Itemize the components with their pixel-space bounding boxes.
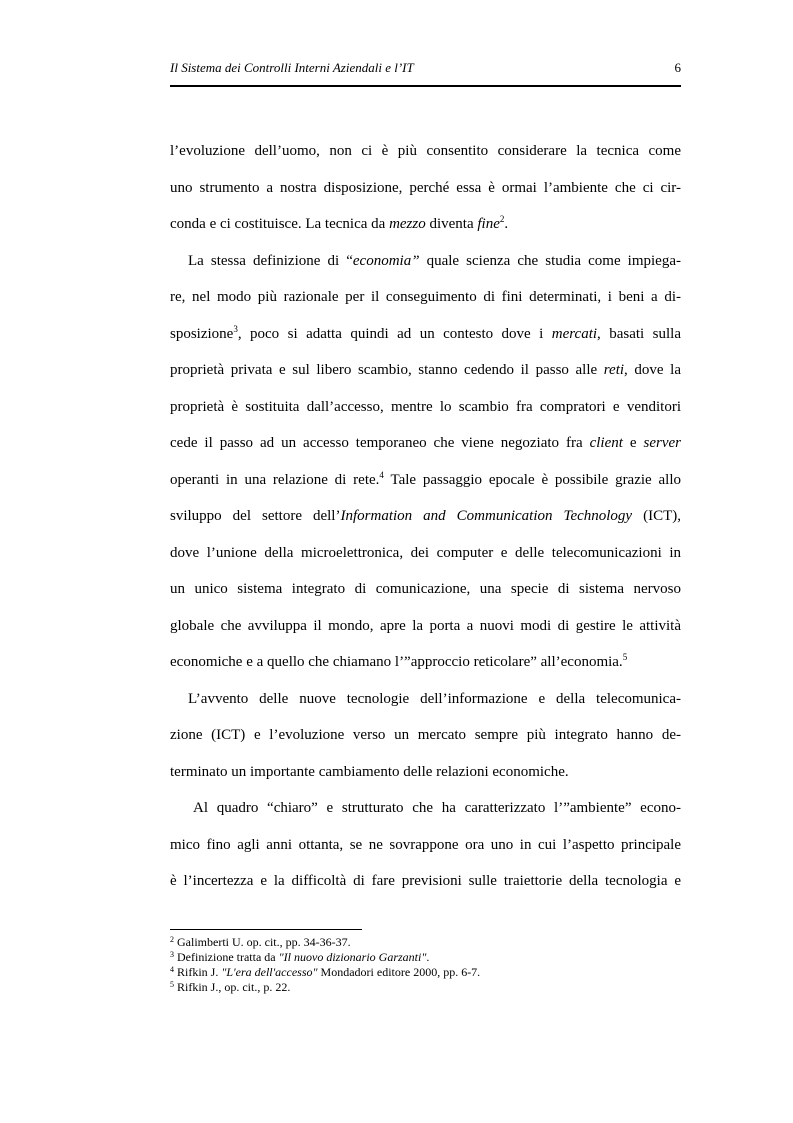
footnotes	[170, 935, 681, 995]
running-header	[170, 60, 681, 80]
text-line: conda e ci costituisce. La tecnica da mezzo diventa fine$^2$.	[170, 214, 509, 232]
header-rule	[170, 85, 681, 87]
footnote-ref[interactable]: 2	[499, 214, 505, 224]
page-number: 6	[674, 60, 681, 75]
text-line: mico fino agli anni ottanta, se ne sovrappone ora uno in cui l’aspetto principale	[170, 836, 681, 853]
text-line: globale che avviluppa il mondo, apre la porta a nuovi modi di gestire le attività	[170, 617, 681, 634]
footnote-4: $^4$ Rifkin J. "L'era dell'accesso" Mondadori editore 2000, pp. 6-7.	[170, 965, 481, 979]
text-line: La stessa definizione di “economia” quale scienza che studia come impiega-	[188, 252, 681, 269]
text-line: Al quadro “chiaro” e strutturato che ha caratterizzato l’”ambiente” econo-	[193, 800, 681, 816]
footnote-ref[interactable]: 5	[622, 652, 628, 662]
text-line: sposizione$^3$, poco si adatta quindi ad un contesto dove i mercati, basati sulla	[170, 323, 681, 342]
header-title: Il Sistema dei Controlli Interni Aziendali e l’IT	[170, 60, 414, 75]
text-line: operanti in una relazione di rete.$^4$ Tale passaggio epocale è possibile grazie allo	[170, 469, 682, 488]
footnote-5: $^5$ Rifkin J., op. cit., p. 22.	[170, 980, 291, 994]
text-line: economiche e a quello che chiamano l’”approccio reticolare” all’economia.$^5$	[170, 652, 628, 670]
text-line: uno strumento a nostra disposizione, perché essa è ormai l’ambiente che ci cir-	[170, 179, 681, 196]
footnote-2: $^2$ Galimberti U. op. cit., pp. 34-36-37.	[170, 935, 351, 949]
text-line: L’avvento delle nuove tecnologie dell’informazione e della telecomunica-	[188, 690, 681, 707]
text-line: è l’incertezza e la difficoltà di fare previsioni sulle traiettorie della tecnologia e	[170, 873, 681, 889]
footnote-ref[interactable]: 3	[233, 323, 238, 334]
footnote-rule	[170, 929, 362, 930]
text-line: dove l’unione della microelettronica, dei computer e delle telecomunicazioni in	[170, 544, 681, 561]
footnote-ref[interactable]: 4	[379, 469, 384, 480]
text-line: proprietà è sostituita dall’accesso, mentre lo scambio fra compratori e venditori	[170, 398, 681, 415]
text-line: zione (ICT) e l’evoluzione verso un mercato sempre più integrato hanno de-	[170, 727, 681, 743]
footnote-3: $^3$ Definizione tratta da "Il nuovo dizionario Garzanti".	[170, 950, 430, 964]
text-line: cede il passo ad un accesso temporaneo che viene negoziato fra client e server	[170, 435, 681, 451]
text-line: re, nel modo più razionale per il conseguimento di fini determinati, i beni a di-	[170, 289, 681, 305]
text-line: l’evoluzione dell’uomo, non ci è più consentito considerare la tecnica come	[170, 143, 681, 159]
text-line: sviluppo del settore dell’Information and Communication Technology (ICT),	[170, 508, 682, 524]
text-line: proprietà privata e sul libero scambio, stanno cedendo il passo alle reti, dove la	[170, 362, 681, 378]
body-text	[170, 136, 681, 903]
text-line: terminato un importante cambiamento delle relazioni economiche.	[170, 763, 569, 780]
text-line: un unico sistema integrato di comunicazione, una specie di sistema nervoso	[170, 581, 681, 597]
